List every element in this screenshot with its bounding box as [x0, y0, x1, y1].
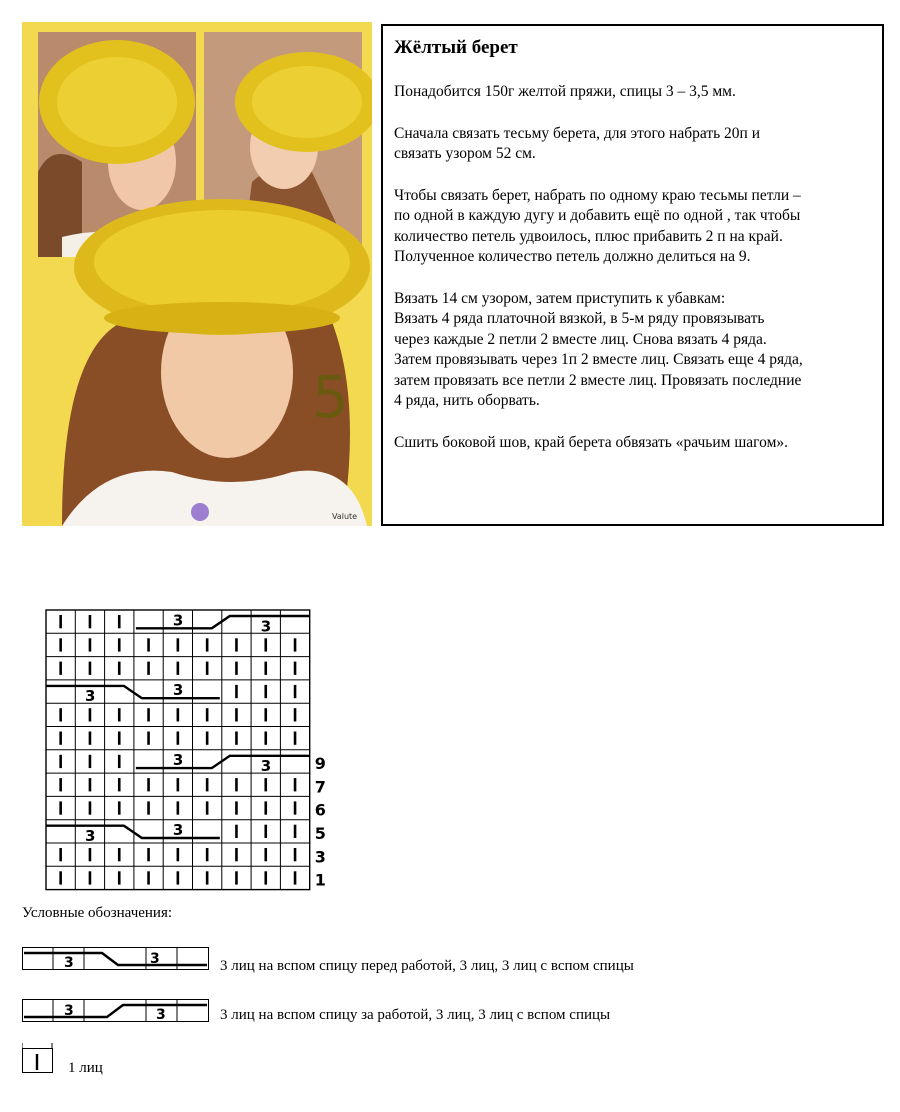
cable-front-symbol: [22, 945, 212, 973]
row-number-label: 7: [314, 777, 326, 797]
svg-text:3: 3: [156, 1007, 166, 1023]
article-paragraph: [394, 186, 872, 268]
article-title: Жёлтый берет: [394, 37, 518, 58]
cable-label: 3: [260, 617, 272, 636]
article-line: через каждые 2 петли 2 вместе лиц. Снова вязать 4 ряда.: [394, 330, 767, 348]
svg-text:3: 3: [150, 951, 160, 967]
cable-label: 3: [84, 827, 96, 845]
article-paragraph: [394, 124, 872, 165]
svg-text:3: 3: [64, 955, 74, 971]
article-paragraph: [394, 289, 872, 412]
article-line: по одной в каждую дугу и добавить ещё по одной , так чтобы: [394, 207, 801, 224]
article-line: Сшить боковой шов, край берета обвязать «рачьим шагом».: [394, 433, 789, 451]
article-line: Затем провязывать через 1п 2 вместе лиц. Связать еще 4 ряда,: [394, 351, 803, 368]
article-line: Сначала связать тесьму берета, для этого набрать 20п и: [394, 124, 761, 142]
beret-photo: [22, 22, 372, 526]
article-line: Полученное количество петель должно делиться на 9.: [394, 248, 751, 265]
article-line: Вязать 14 см узором, затем приступить к убавкам:: [394, 289, 726, 307]
row-number-label: 6: [314, 800, 326, 820]
article-body: [394, 82, 872, 453]
knitting-chart: [22, 592, 352, 902]
cable-label: 3: [260, 757, 272, 776]
article-paragraph: [394, 82, 872, 103]
cable-label: 3: [172, 821, 184, 839]
legend-text-2: 3 лиц на вспом спицу за работой, 3 лиц, 3 лиц с вспом спицы: [220, 1007, 611, 1023]
article-line: Понадобится 150г желтой пряжи, спицы 3 – 3,5 мм.: [394, 83, 736, 100]
cable-label: 3: [172, 751, 184, 770]
photo-number: 5: [312, 363, 349, 431]
cable-label: 3: [172, 681, 184, 700]
svg-text:3: 3: [64, 1003, 74, 1019]
article-line: Чтобы связать берет, набрать по одному краю тесьмы петли –: [394, 186, 801, 204]
row-number-label: 9: [314, 754, 326, 774]
cable-label: 3: [84, 687, 96, 706]
article-line: 4 ряда, нить оборвать.: [394, 392, 540, 409]
article-line: затем провязать все петли 2 вместе лиц. Провязать последние: [394, 371, 802, 389]
article-line: Вязать 4 ряда платочной вязкой, в 5-м ряду провязывать: [394, 310, 765, 327]
article-paragraph: [394, 433, 872, 454]
legend-text-1: 3 лиц на вспом спицу перед работой, 3 лиц, 3 лиц с вспом спицы: [220, 958, 634, 974]
cable-back-symbol: [22, 997, 212, 1025]
photo-watermark: Valute: [332, 512, 358, 521]
row-number-label: 1: [314, 870, 326, 890]
row-number-label: 3: [314, 847, 326, 867]
article-line: связать узором 52 см.: [394, 145, 536, 162]
article-line: количество петель удвоилось, плюс прибавить 2 п на край.: [394, 227, 783, 245]
knit-stitch-symbol: [22, 1042, 58, 1074]
cable-label: 3: [172, 611, 184, 630]
legend-title: Условные обозначения:: [22, 905, 173, 921]
row-number-label: 5: [314, 824, 326, 843]
instructions-box: [381, 24, 884, 526]
legend-text-3: 1 лиц: [68, 1060, 103, 1076]
